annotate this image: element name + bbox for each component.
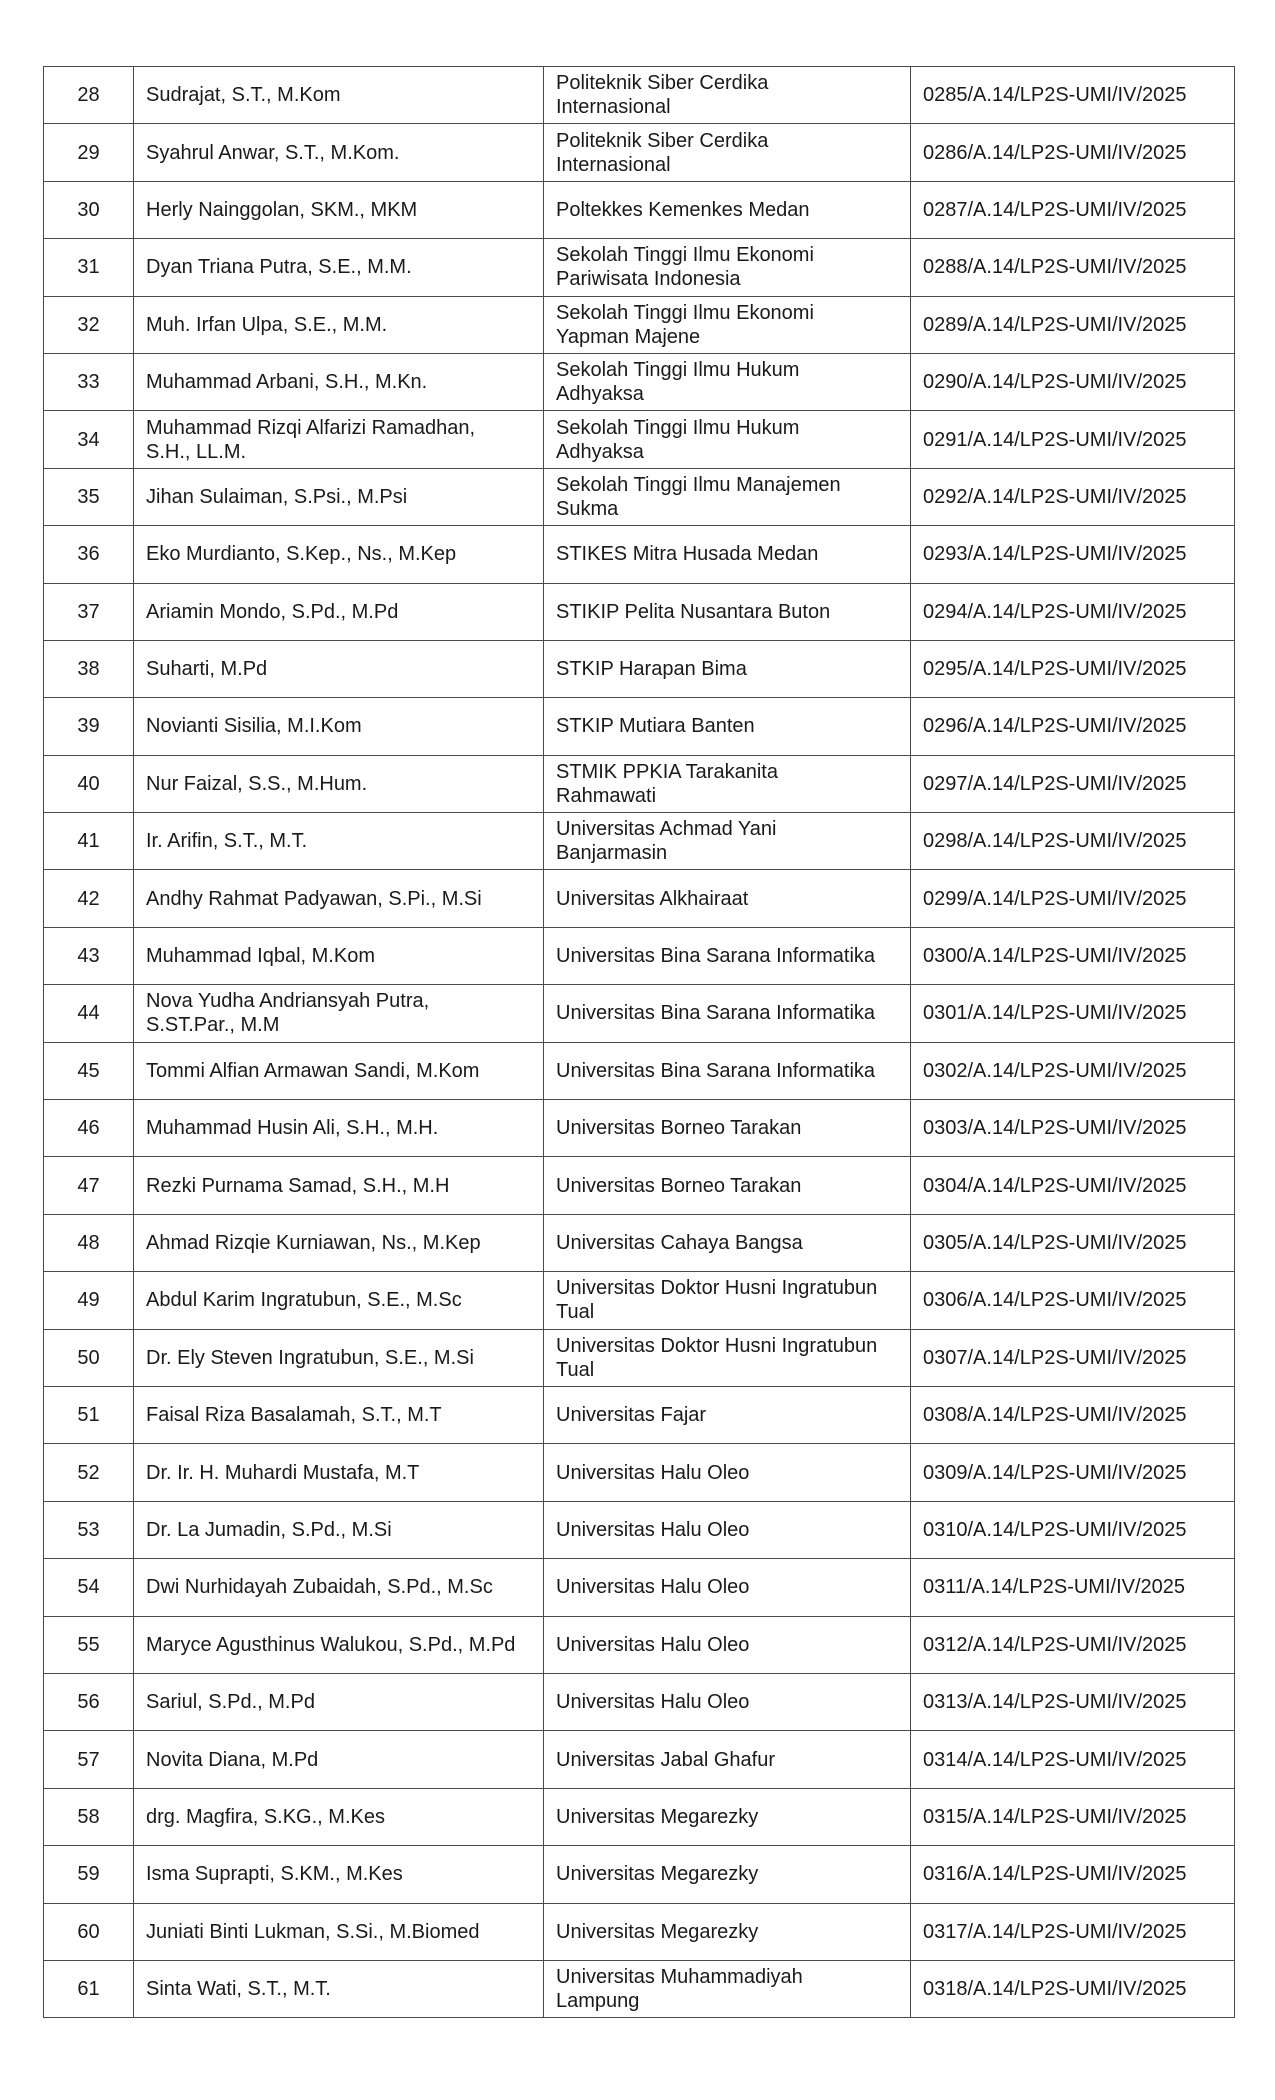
letter-number: 0295/A.14/LP2S-UMI/IV/2025	[911, 640, 1235, 697]
letter-number: 0311/A.14/LP2S-UMI/IV/2025	[911, 1559, 1235, 1616]
letter-number: 0307/A.14/LP2S-UMI/IV/2025	[911, 1329, 1235, 1386]
row-number: 54	[44, 1559, 134, 1616]
institution-name: Universitas Muhammadiyah Lampung	[544, 1960, 911, 2017]
institution-name: Sekolah Tinggi Ilmu Ekonomi Yapman Majene	[544, 296, 911, 353]
participant-name: drg. Magfira, S.KG., M.Kes	[134, 1788, 544, 1845]
table-row	[44, 1214, 1235, 1271]
participant-name: Muhammad Rizqi Alfarizi Ramadhan, S.H., LL.M.	[134, 411, 544, 468]
letter-number: 0308/A.14/LP2S-UMI/IV/2025	[911, 1386, 1235, 1443]
letter-number: 0317/A.14/LP2S-UMI/IV/2025	[911, 1903, 1235, 1960]
institution-name: Universitas Fajar	[544, 1386, 911, 1443]
row-number: 48	[44, 1214, 134, 1271]
table-row	[44, 1559, 1235, 1616]
row-number: 28	[44, 67, 134, 124]
table-row	[44, 1157, 1235, 1214]
row-number: 31	[44, 239, 134, 296]
table-row	[44, 583, 1235, 640]
institution-name: Universitas Halu Oleo	[544, 1444, 911, 1501]
table-row	[44, 1903, 1235, 1960]
institution-name: Politeknik Siber Cerdika Internasional	[544, 67, 911, 124]
institution-name: Sekolah Tinggi Ilmu Hukum Adhyaksa	[544, 411, 911, 468]
institution-name: Poltekkes Kemenkes Medan	[544, 181, 911, 238]
letter-number: 0303/A.14/LP2S-UMI/IV/2025	[911, 1100, 1235, 1157]
institution-name: Universitas Jabal Ghafur	[544, 1731, 911, 1788]
row-number: 50	[44, 1329, 134, 1386]
table-row	[44, 813, 1235, 870]
row-number: 59	[44, 1846, 134, 1903]
table-row	[44, 698, 1235, 755]
participant-name: Eko Murdianto, S.Kep., Ns., M.Kep	[134, 526, 544, 583]
table-row	[44, 1960, 1235, 2017]
row-number: 53	[44, 1501, 134, 1558]
row-number: 56	[44, 1673, 134, 1730]
letter-number: 0318/A.14/LP2S-UMI/IV/2025	[911, 1960, 1235, 2017]
row-number: 36	[44, 526, 134, 583]
participant-name: Muhammad Iqbal, M.Kom	[134, 927, 544, 984]
institution-name: Sekolah Tinggi Ilmu Hukum Adhyaksa	[544, 353, 911, 410]
institution-name: Universitas Halu Oleo	[544, 1501, 911, 1558]
letter-number: 0299/A.14/LP2S-UMI/IV/2025	[911, 870, 1235, 927]
participant-name: Ahmad Rizqie Kurniawan, Ns., M.Kep	[134, 1214, 544, 1271]
institution-name: Universitas Doktor Husni Ingratubun Tual	[544, 1329, 911, 1386]
table-row	[44, 181, 1235, 238]
letter-number: 0292/A.14/LP2S-UMI/IV/2025	[911, 468, 1235, 525]
letter-number: 0316/A.14/LP2S-UMI/IV/2025	[911, 1846, 1235, 1903]
table-row	[44, 927, 1235, 984]
institution-name: Sekolah Tinggi Ilmu Manajemen Sukma	[544, 468, 911, 525]
table-row	[44, 640, 1235, 697]
row-number: 60	[44, 1903, 134, 1960]
table-row	[44, 1329, 1235, 1386]
table-body	[44, 67, 1235, 2018]
letter-number: 0296/A.14/LP2S-UMI/IV/2025	[911, 698, 1235, 755]
row-number: 52	[44, 1444, 134, 1501]
participant-name: Muh. Irfan Ulpa, S.E., M.M.	[134, 296, 544, 353]
institution-name: Universitas Bina Sarana Informatika	[544, 927, 911, 984]
table-row	[44, 296, 1235, 353]
participant-name: Suharti, M.Pd	[134, 640, 544, 697]
letter-number: 0285/A.14/LP2S-UMI/IV/2025	[911, 67, 1235, 124]
participant-name: Novianti Sisilia, M.I.Kom	[134, 698, 544, 755]
table-row	[44, 870, 1235, 927]
table-row	[44, 1042, 1235, 1099]
table-row	[44, 67, 1235, 124]
table-row	[44, 1100, 1235, 1157]
participants-table	[43, 66, 1235, 2018]
letter-number: 0290/A.14/LP2S-UMI/IV/2025	[911, 353, 1235, 410]
institution-name: STMIK PPKIA Tarakanita Rahmawati	[544, 755, 911, 812]
institution-name: Universitas Borneo Tarakan	[544, 1157, 911, 1214]
participant-name: Maryce Agusthinus Walukou, S.Pd., M.Pd	[134, 1616, 544, 1673]
row-number: 29	[44, 124, 134, 181]
participant-name: Herly Nainggolan, SKM., MKM	[134, 181, 544, 238]
table-row	[44, 1616, 1235, 1673]
participant-name: Dr. La Jumadin, S.Pd., M.Si	[134, 1501, 544, 1558]
institution-name: Universitas Megarezky	[544, 1788, 911, 1845]
row-number: 58	[44, 1788, 134, 1845]
table-row	[44, 353, 1235, 410]
institution-name: Universitas Alkhairaat	[544, 870, 911, 927]
letter-number: 0298/A.14/LP2S-UMI/IV/2025	[911, 813, 1235, 870]
participant-name: Novita Diana, M.Pd	[134, 1731, 544, 1788]
institution-name: Universitas Megarezky	[544, 1903, 911, 1960]
participant-name: Dyan Triana Putra, S.E., M.M.	[134, 239, 544, 296]
participant-name: Ariamin Mondo, S.Pd., M.Pd	[134, 583, 544, 640]
row-number: 33	[44, 353, 134, 410]
row-number: 46	[44, 1100, 134, 1157]
participant-name: Andhy Rahmat Padyawan, S.Pi., M.Si	[134, 870, 544, 927]
institution-name: Politeknik Siber Cerdika Internasional	[544, 124, 911, 181]
letter-number: 0310/A.14/LP2S-UMI/IV/2025	[911, 1501, 1235, 1558]
row-number: 30	[44, 181, 134, 238]
table-row	[44, 985, 1235, 1042]
institution-name: STKIP Mutiara Banten	[544, 698, 911, 755]
participant-name: Nur Faizal, S.S., M.Hum.	[134, 755, 544, 812]
table-row	[44, 1272, 1235, 1329]
letter-number: 0305/A.14/LP2S-UMI/IV/2025	[911, 1214, 1235, 1271]
table-row	[44, 1386, 1235, 1443]
participant-name: Dwi Nurhidayah Zubaidah, S.Pd., M.Sc	[134, 1559, 544, 1616]
table-row	[44, 1673, 1235, 1730]
participant-name: Ir. Arifin, S.T., M.T.	[134, 813, 544, 870]
letter-number: 0300/A.14/LP2S-UMI/IV/2025	[911, 927, 1235, 984]
participant-name: Faisal Riza Basalamah, S.T., M.T	[134, 1386, 544, 1443]
row-number: 39	[44, 698, 134, 755]
table-row	[44, 124, 1235, 181]
letter-number: 0301/A.14/LP2S-UMI/IV/2025	[911, 985, 1235, 1042]
institution-name: Universitas Cahaya Bangsa	[544, 1214, 911, 1271]
participant-name: Abdul Karim Ingratubun, S.E., M.Sc	[134, 1272, 544, 1329]
letter-number: 0294/A.14/LP2S-UMI/IV/2025	[911, 583, 1235, 640]
row-number: 42	[44, 870, 134, 927]
row-number: 47	[44, 1157, 134, 1214]
row-number: 55	[44, 1616, 134, 1673]
institution-name: Universitas Halu Oleo	[544, 1559, 911, 1616]
participant-name: Dr. Ely Steven Ingratubun, S.E., M.Si	[134, 1329, 544, 1386]
row-number: 40	[44, 755, 134, 812]
participant-name: Isma Suprapti, S.KM., M.Kes	[134, 1846, 544, 1903]
participant-name: Sinta Wati, S.T., M.T.	[134, 1960, 544, 2017]
letter-number: 0293/A.14/LP2S-UMI/IV/2025	[911, 526, 1235, 583]
row-number: 35	[44, 468, 134, 525]
row-number: 61	[44, 1960, 134, 2017]
letter-number: 0288/A.14/LP2S-UMI/IV/2025	[911, 239, 1235, 296]
row-number: 49	[44, 1272, 134, 1329]
letter-number: 0314/A.14/LP2S-UMI/IV/2025	[911, 1731, 1235, 1788]
participant-name: Muhammad Husin Ali, S.H., M.H.	[134, 1100, 544, 1157]
table-row	[44, 526, 1235, 583]
table-row	[44, 1788, 1235, 1845]
institution-name: Universitas Halu Oleo	[544, 1673, 911, 1730]
row-number: 38	[44, 640, 134, 697]
participant-name: Juniati Binti Lukman, S.Si., M.Biomed	[134, 1903, 544, 1960]
institution-name: Universitas Megarezky	[544, 1846, 911, 1903]
letter-number: 0306/A.14/LP2S-UMI/IV/2025	[911, 1272, 1235, 1329]
row-number: 43	[44, 927, 134, 984]
letter-number: 0302/A.14/LP2S-UMI/IV/2025	[911, 1042, 1235, 1099]
participant-name: Nova Yudha Andriansyah Putra, S.ST.Par., M.M	[134, 985, 544, 1042]
letter-number: 0315/A.14/LP2S-UMI/IV/2025	[911, 1788, 1235, 1845]
institution-name: STKIP Harapan Bima	[544, 640, 911, 697]
table-row	[44, 239, 1235, 296]
row-number: 34	[44, 411, 134, 468]
letter-number: 0304/A.14/LP2S-UMI/IV/2025	[911, 1157, 1235, 1214]
letter-number: 0313/A.14/LP2S-UMI/IV/2025	[911, 1673, 1235, 1730]
table-row	[44, 1444, 1235, 1501]
row-number: 51	[44, 1386, 134, 1443]
letter-number: 0309/A.14/LP2S-UMI/IV/2025	[911, 1444, 1235, 1501]
participant-name: Tommi Alfian Armawan Sandi, M.Kom	[134, 1042, 544, 1099]
row-number: 45	[44, 1042, 134, 1099]
institution-name: STIKES Mitra Husada Medan	[544, 526, 911, 583]
participant-name: Dr. Ir. H. Muhardi Mustafa, M.T	[134, 1444, 544, 1501]
row-number: 32	[44, 296, 134, 353]
institution-name: STIKIP Pelita Nusantara Buton	[544, 583, 911, 640]
row-number: 57	[44, 1731, 134, 1788]
table-row	[44, 1731, 1235, 1788]
participant-name: Muhammad Arbani, S.H., M.Kn.	[134, 353, 544, 410]
letter-number: 0291/A.14/LP2S-UMI/IV/2025	[911, 411, 1235, 468]
table-row	[44, 755, 1235, 812]
participant-name: Sariul, S.Pd., M.Pd	[134, 1673, 544, 1730]
letter-number: 0297/A.14/LP2S-UMI/IV/2025	[911, 755, 1235, 812]
table-row	[44, 411, 1235, 468]
institution-name: Universitas Bina Sarana Informatika	[544, 985, 911, 1042]
letter-number: 0312/A.14/LP2S-UMI/IV/2025	[911, 1616, 1235, 1673]
table-row	[44, 468, 1235, 525]
institution-name: Universitas Doktor Husni Ingratubun Tual	[544, 1272, 911, 1329]
letter-number: 0289/A.14/LP2S-UMI/IV/2025	[911, 296, 1235, 353]
row-number: 44	[44, 985, 134, 1042]
institution-name: Sekolah Tinggi Ilmu Ekonomi Pariwisata Indonesia	[544, 239, 911, 296]
letter-number: 0287/A.14/LP2S-UMI/IV/2025	[911, 181, 1235, 238]
table-row	[44, 1501, 1235, 1558]
participant-name: Rezki Purnama Samad, S.H., M.H	[134, 1157, 544, 1214]
participant-name: Sudrajat, S.T., M.Kom	[134, 67, 544, 124]
institution-name: Universitas Bina Sarana Informatika	[544, 1042, 911, 1099]
table-row	[44, 1846, 1235, 1903]
institution-name: Universitas Halu Oleo	[544, 1616, 911, 1673]
row-number: 37	[44, 583, 134, 640]
participant-name: Syahrul Anwar, S.T., M.Kom.	[134, 124, 544, 181]
row-number: 41	[44, 813, 134, 870]
participant-name: Jihan Sulaiman, S.Psi., M.Psi	[134, 468, 544, 525]
letter-number: 0286/A.14/LP2S-UMI/IV/2025	[911, 124, 1235, 181]
institution-name: Universitas Achmad Yani Banjarmasin	[544, 813, 911, 870]
institution-name: Universitas Borneo Tarakan	[544, 1100, 911, 1157]
